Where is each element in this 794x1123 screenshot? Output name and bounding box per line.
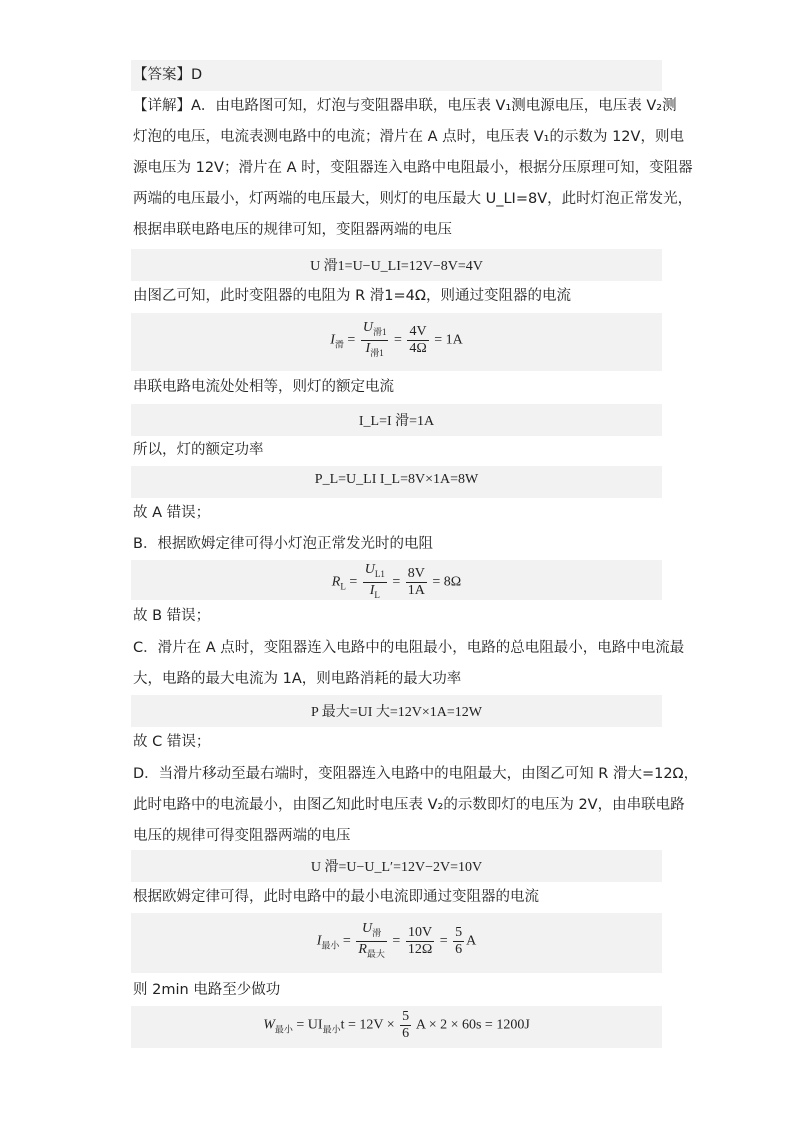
fraction-values: $\frac{4V}{4\Omega}$ xyxy=(409,323,427,356)
equation-4: P_L=U_LI I_L=8V×1A=8W xyxy=(314,472,479,487)
fraction-u-over-i-l: $\frac{U_{L1}}{I_L}$ xyxy=(364,562,385,600)
answer-line: 【答案】D xyxy=(133,67,203,83)
equation-9: $W_{最小} = UI_{最小}t = 12V$ × $\frac{5}{6}$ A × 2 × 60s = 1200J xyxy=(263,1009,530,1041)
equation-7: U 滑=U−U_L′=12V−2V=10V xyxy=(310,860,483,875)
equation-6: P 最大=UI 大=12V×1A=12W xyxy=(310,705,483,720)
rated-power-line: 所以，灯的额定功率 xyxy=(133,442,264,458)
detail-line-5: 根据串联电路电压的规律可知，变阻器两端的电压 xyxy=(133,222,452,238)
a-wrong-line: 故 A 错误； xyxy=(133,505,211,521)
equation-1: U 滑1=U−U_LI=12V−8V=4V xyxy=(310,259,483,274)
equation-3: I_L=I 滑=1A xyxy=(358,414,435,429)
graph-resistance-line: 由图乙可知，此时变阻器的电阻为 R 滑1=4Ω，则通过变阻器的电流 xyxy=(133,288,571,304)
fraction-values-l: $\frac{8V}{1A}$ xyxy=(407,565,425,598)
detail-line-2: 灯泡的电压，电流表测电路中的电流；滑片在 A 点时，电压表 V₁的示数为 12V，则电 xyxy=(133,129,684,145)
b-wrong-line: 故 B 错误； xyxy=(133,608,211,624)
d-line-1: D．当滑片移动至最右端时，变阻器连入电路中的电阻最大，由图乙可知 R 滑大=12Ω， xyxy=(133,766,699,782)
fraction-values-min: $\frac{10V}{12\Omega}$ xyxy=(407,924,433,957)
c-line-1: C．滑片在 A 点时，变阻器连入电路中的电阻最小，电路的总电阻最小，电路中电流最 xyxy=(133,640,685,656)
fraction-u-over-i: $\frac{U_{滑1}}{I_{滑1}}$ xyxy=(362,320,387,358)
b-line: B．根据欧姆定律可得小灯泡正常发光时的电阻 xyxy=(133,536,433,552)
c-line-2: 大，电路的最大电流为 1A，则电路消耗的最大功率 xyxy=(133,671,462,687)
fraction-u-over-r: $\frac{U_滑}{R_{最大}}$ xyxy=(358,921,385,959)
d-line-2: 此时电路中的电流最小，由图乙知此时电压表 V₂的示数即灯的电压为 2V，由串联电路 xyxy=(133,797,685,813)
fraction-five-sixths: $\frac{5}{6}$ xyxy=(455,924,463,957)
fraction-five-sixths-work: $\frac{5}{6}$ xyxy=(402,1009,410,1041)
detail-line-4: 两端的电压最小，灯两端的电压最大，则灯的电压最大 U_LI=8V，此时灯泡正常发光， xyxy=(133,191,693,207)
series-current-line: 串联电路电流处处相等，则灯的额定电流 xyxy=(133,379,394,395)
detail-line-3: 源电压为 12V；滑片在 A 时，变阻器连入电路中电阻最小，根据分压原理可知，变阻器 xyxy=(133,160,693,176)
work-line: 则 2min 电路至少做功 xyxy=(133,982,281,998)
d-ohm-line: 根据欧姆定律可得，此时电路中的最小电流即通过变阻器的电流 xyxy=(133,889,539,905)
equation-8: $I_{最小}$ = $\frac{U_滑}{R_{最大}}$ = $\frac{10V}{12\Omega}$ = $\frac{5}{6}$ A xyxy=(131,921,662,962)
equation-2: $I_滑$ = $\frac{U_{滑1}}{I_{滑1}}$ = $\frac{4V}{4\Omega}$ = 1A xyxy=(131,320,662,361)
equation-5: $R_L$ = $\frac{U_{L1}}{I_L}$ = $\frac{8V}{1A}$ = 8Ω xyxy=(131,562,662,603)
d-line-3: 电压的规律可得变阻器两端的电压 xyxy=(133,828,351,844)
c-wrong-line: 故 C 错误； xyxy=(133,734,211,750)
detail-line-1: 【详解】A．由电路图可知，灯泡与变阻器串联，电压表 V₁测电源电压，电压表 V₂测 xyxy=(133,98,677,114)
